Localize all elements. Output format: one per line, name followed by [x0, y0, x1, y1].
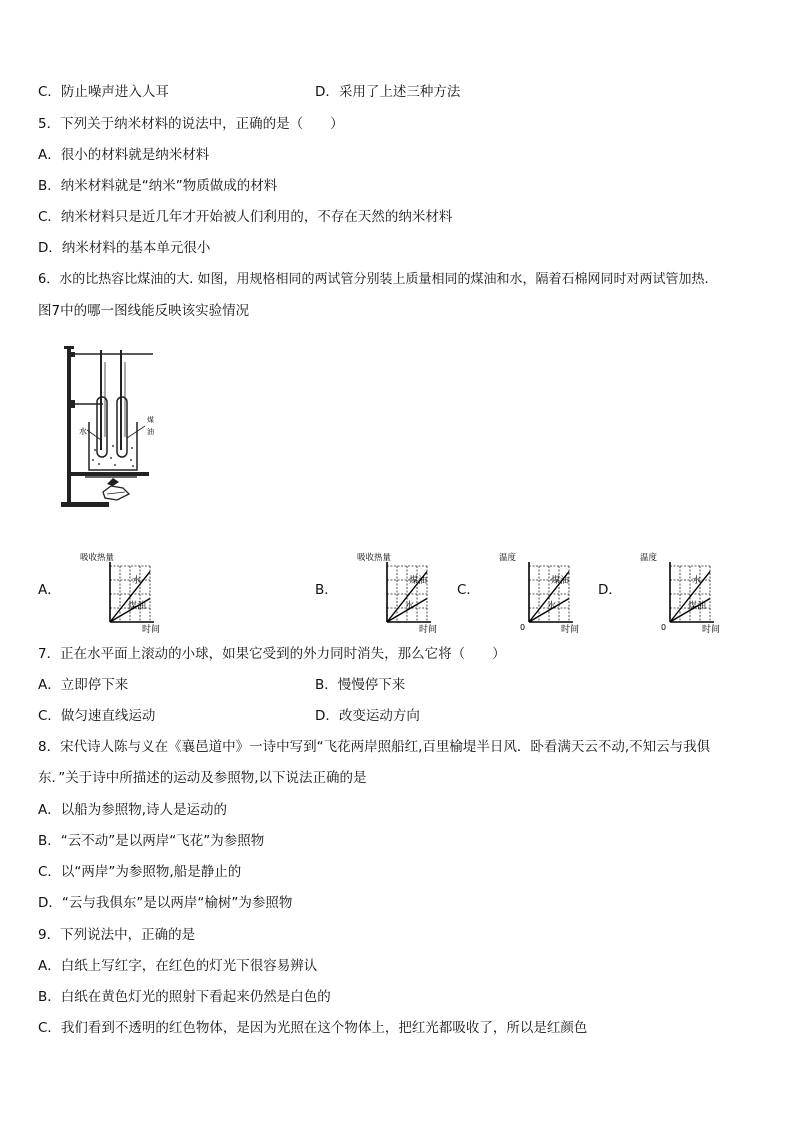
q8-option-d: D．“云与我俱东”是以两岸“榆树”为参照物 [38, 895, 293, 911]
upper-line-label: 煤油 [409, 575, 428, 586]
q7-option-b: B．慢慢停下来 [315, 677, 406, 693]
upper-line-label: 煤油 [551, 575, 570, 586]
q9-option-c: C．我们看到不透明的红色物体，是因为光照在这个物体上，把红光都吸收了，所以是红颜色 [38, 1020, 588, 1036]
x-axis-label: 时间 [702, 625, 721, 635]
q6-graph-option-label: A． [38, 582, 61, 598]
heating-apparatus-figure [55, 342, 165, 512]
label-kerosene-top: 煤 [147, 416, 154, 424]
q8-stem-line1: 8．宋代诗人陈与义在《襄邑道中》一诗中写到“飞花两岸照船红,百里榆堤半日风．卧看满天云不动,不知云与我俱 [38, 739, 711, 755]
origin-label: 0 [520, 623, 526, 632]
origin-label: 0 [661, 623, 667, 632]
upper-line [670, 572, 710, 622]
q6-graph [487, 552, 580, 635]
q8-stem-line2: 东．”关于诗中所描述的运动及参照物,以下说法正确的是 [38, 770, 367, 786]
q7-option-d: D．改变运动方向 [315, 708, 420, 724]
lower-line-label: 煤油 [688, 601, 707, 612]
q9-option-a: A．白纸上写红字，在红色的灯光下很容易辨认 [38, 958, 318, 974]
x-axis-label: 时间 [419, 625, 438, 635]
q4-option-d: D．采用了上述三种方法 [315, 84, 461, 100]
y-axis-label: 吸收热量 [80, 553, 115, 563]
x-axis-label: 时间 [142, 625, 161, 635]
q5-stem: 5．下列关于纳米材料的说法中，正确的是（ ） [38, 116, 344, 132]
q5-option-c: C．纳米材料只是近几年才开始被人们利用的，不存在天然的纳米材料 [38, 209, 453, 225]
q9-stem: 9．下列说法中，正确的是 [38, 927, 196, 943]
q5-option-d: D．纳米材料的基本单元很小 [38, 240, 211, 256]
q6-stem-line2: 图7中的哪一图线能反映该实验情况 [38, 303, 250, 319]
q7-option-c: C．做匀速直线运动 [38, 708, 156, 724]
y-axis-label: 吸收热量 [357, 553, 392, 563]
lower-line-label: 水 [405, 601, 415, 612]
q7-option-a: A．立即停下来 [38, 677, 129, 693]
label-kerosene-bottom: 油 [147, 428, 154, 436]
label-water: 水 [79, 427, 87, 436]
q7-stem: 7．正在水平面上滚动的小球，如果它受到的外力同时消失，那么它将（ ） [38, 646, 506, 662]
q4-option-c: C．防止噪声进入人耳 [38, 84, 169, 100]
q8-option-a: A．以船为参照物,诗人是运动的 [38, 802, 228, 818]
lower-line-label: 煤油 [128, 601, 147, 612]
q6-graph-option-label: C． [457, 582, 480, 598]
q6-graph-option-label: D． [598, 582, 622, 598]
q8-option-b: B．“云不动”是以两岸“飞花”为参照物 [38, 833, 265, 849]
q6-graph [68, 552, 161, 635]
q9-option-b: B．白纸在黄色灯光的照射下看起来仍然是白色的 [38, 989, 331, 1005]
q5-option-b: B．纳米材料就是“纳米”物质做成的材料 [38, 178, 278, 194]
y-axis-label: 温度 [640, 553, 658, 563]
upper-line [110, 572, 150, 622]
lower-line-label: 水 [547, 601, 557, 612]
q6-graph [628, 552, 721, 635]
y-axis-label: 温度 [499, 553, 517, 563]
q6-stem-line1: 6．水的比热容比煤油的大. 如图，用规格相同的两试管分别装上质量相同的煤油和水，隔着石棉网同时对两试管加热. [38, 272, 709, 287]
upper-line-label: 水 [132, 575, 142, 586]
q8-option-c: C．以“两岸”为参照物,船是静止的 [38, 864, 242, 880]
q6-graph [345, 552, 438, 635]
q5-option-a: A．很小的材料就是纳米材料 [38, 147, 210, 163]
upper-line-label: 水 [692, 575, 702, 586]
x-axis-label: 时间 [561, 625, 580, 635]
q6-graph-option-label: B． [315, 582, 338, 598]
